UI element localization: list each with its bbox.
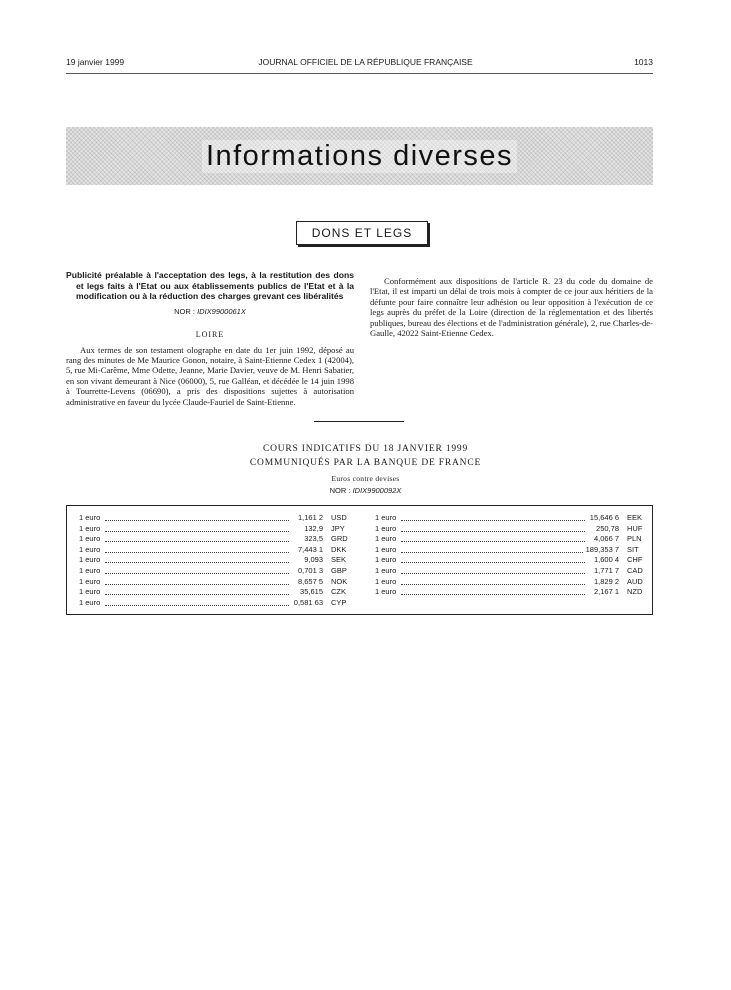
rates-column-right bbox=[375, 513, 655, 598]
dot-leader bbox=[105, 552, 289, 553]
dot-leader bbox=[401, 541, 585, 542]
rate-currency: EEK bbox=[627, 513, 643, 522]
rate-row bbox=[79, 513, 359, 524]
notice-nor bbox=[66, 307, 354, 316]
section-divider bbox=[314, 421, 404, 422]
rate-row bbox=[375, 555, 655, 566]
rates-nor bbox=[0, 486, 731, 495]
rate-currency: NOK bbox=[331, 576, 348, 586]
rate-value: 15,646 6 bbox=[589, 513, 619, 522]
notice-paragraph-2: Conformément aux dispositions de l'article R. 23 du code du domaine de l'Etat, il est imparti un délai de trois mois à compter de ce jour aux héritiers de la défunte pour faire connaître leur adhésion ou leur opposition à l'exécution de ce legs auprès du préfet de la Loire (direction de la réglementation et des libertés publiques, bureau des élections et de l'administration générale), 2, rue Charles-de-Gaulle, 42022 Saint-Etienne Cedex. bbox=[370, 276, 653, 339]
header-page-number: 1013 bbox=[634, 57, 653, 67]
rate-value: 9,093 bbox=[304, 555, 323, 565]
rate-unit: 1 euro bbox=[375, 544, 397, 554]
rate-currency: CZK bbox=[331, 587, 346, 597]
rate-row bbox=[79, 524, 359, 535]
dot-leader bbox=[105, 594, 289, 595]
banner-title: Informations diverses bbox=[202, 140, 517, 173]
rate-currency: DKK bbox=[331, 544, 347, 554]
rate-unit: 1 euro bbox=[79, 565, 101, 575]
rate-currency: AUD bbox=[627, 576, 643, 586]
rate-row bbox=[79, 566, 359, 577]
section-title-box bbox=[296, 221, 428, 245]
rates-column-left bbox=[79, 513, 359, 608]
rate-value: 2,167 1 bbox=[593, 587, 619, 597]
rate-value: 7,443 1 bbox=[297, 544, 323, 554]
rate-currency: PLN bbox=[627, 534, 642, 544]
rate-unit: 1 euro bbox=[79, 534, 101, 544]
rate-currency: CYP bbox=[331, 597, 347, 607]
rate-value: 323,5 bbox=[304, 534, 323, 544]
dot-leader bbox=[105, 541, 289, 542]
dot-leader bbox=[401, 562, 585, 563]
rate-value: 250,78 bbox=[596, 523, 619, 533]
dot-leader bbox=[105, 562, 289, 563]
notice-nor-code: IDIX9900061X bbox=[197, 306, 246, 316]
rates-heading-3: Euros contre devises bbox=[331, 474, 400, 483]
dot-leader bbox=[105, 531, 289, 532]
notice-region: LOIRE bbox=[195, 329, 225, 339]
notice-right-column bbox=[370, 270, 653, 338]
rate-unit: 1 euro bbox=[79, 513, 101, 522]
rate-value: 4,066 7 bbox=[593, 534, 619, 544]
rate-currency: GBP bbox=[331, 565, 347, 575]
dot-leader bbox=[105, 605, 289, 606]
rate-unit: 1 euro bbox=[375, 513, 397, 522]
rates-heading-1: COURS INDICATIFS DU 18 JANVIER 1999 bbox=[262, 444, 469, 454]
rate-value: 1,829 2 bbox=[593, 576, 619, 586]
rate-currency: JPY bbox=[331, 523, 345, 533]
rate-row bbox=[79, 587, 359, 598]
rate-currency: NZD bbox=[627, 587, 643, 597]
section-banner bbox=[66, 127, 653, 185]
rate-unit: 1 euro bbox=[79, 587, 101, 597]
rate-row bbox=[79, 555, 359, 566]
rate-row bbox=[79, 545, 359, 556]
rate-unit: 1 euro bbox=[79, 555, 101, 565]
rate-currency: USD bbox=[331, 513, 347, 522]
rate-currency: SIT bbox=[627, 544, 639, 554]
rate-unit: 1 euro bbox=[79, 523, 101, 533]
rate-row bbox=[79, 598, 359, 609]
notice-nor-label: NOR : bbox=[174, 306, 195, 316]
exchange-rates-table bbox=[66, 505, 653, 615]
rate-unit: 1 euro bbox=[375, 565, 397, 575]
rate-currency: SEK bbox=[331, 555, 347, 565]
rate-value: 1,771 7 bbox=[593, 565, 619, 575]
rate-row bbox=[79, 534, 359, 545]
rate-value: 0,701 3 bbox=[297, 565, 323, 575]
rate-currency: GRD bbox=[331, 534, 348, 544]
rate-unit: 1 euro bbox=[375, 555, 397, 565]
dot-leader bbox=[401, 531, 585, 532]
dot-leader bbox=[401, 594, 585, 595]
rate-row bbox=[375, 524, 655, 535]
dot-leader bbox=[401, 520, 585, 521]
header-date: 19 janvier 1999 bbox=[66, 57, 125, 67]
rates-nor-label: NOR : bbox=[329, 486, 351, 495]
rate-row bbox=[375, 534, 655, 545]
header-rule bbox=[66, 73, 653, 74]
rate-currency: CHF bbox=[627, 555, 643, 565]
dot-leader bbox=[401, 552, 585, 553]
rate-unit: 1 euro bbox=[375, 523, 397, 533]
notice-left-column bbox=[66, 270, 354, 407]
section-title: DONS ET LEGS bbox=[311, 226, 413, 240]
dot-leader bbox=[401, 573, 585, 574]
rate-value: 1,161 2 bbox=[297, 513, 323, 522]
rate-row bbox=[375, 545, 655, 556]
dot-leader bbox=[105, 573, 289, 574]
dot-leader bbox=[105, 520, 289, 521]
rate-currency: HUF bbox=[627, 523, 643, 533]
rate-value: 132,9 bbox=[304, 523, 323, 533]
rate-value: 1,600 4 bbox=[593, 555, 619, 565]
rate-unit: 1 euro bbox=[79, 597, 101, 607]
rate-unit: 1 euro bbox=[79, 576, 101, 586]
rate-unit: 1 euro bbox=[375, 534, 397, 544]
rate-unit: 1 euro bbox=[375, 587, 397, 597]
rate-value: 35,615 bbox=[300, 587, 323, 597]
notice-title: Publicité préalable à l'acceptation des legs, à la restitution des dons et legs faits à l'Etat ou aux établissements publics de l'Etat et à la modification ou à la réduction des charges grevant ces libéralités bbox=[66, 270, 354, 301]
rate-row bbox=[79, 577, 359, 588]
rate-row bbox=[375, 566, 655, 577]
rates-heading-2: COMMUNIQUÉS PAR LA BANQUE DE FRANCE bbox=[249, 458, 482, 468]
rate-currency: CAD bbox=[627, 565, 643, 575]
rates-nor-code: IDIX9900092X bbox=[352, 486, 402, 495]
rate-value: 8,657 5 bbox=[297, 576, 323, 586]
rate-value: 0,581 63 bbox=[293, 597, 323, 607]
notice-paragraph-1: Aux termes de son testament olographe en date du 1er juin 1992, déposé au rang des minutes de Me Maurice Gonon, notaire, à Saint-Etienne Cedex 1 (42004), 5, rue Mi-Carême, Mme Odette, Jeanne, Marie Davier, veuve de M. Henri Sabatier, en son vivant demeurant à Nice (06000), 5, rue Galléan, et décédée le 14 juin 1998 à Tourrette-Levens (06690), a pris des dispositions sujettes à autorisation administrative en faveur du lycée Claude-Fauriel de Saint-Etienne. bbox=[66, 344, 354, 407]
rate-row bbox=[375, 513, 655, 524]
rate-value: 189,353 7 bbox=[585, 544, 619, 554]
header-journal-title: JOURNAL OFFICIEL DE LA RÉPUBLIQUE FRANÇAISE bbox=[258, 57, 473, 67]
rate-row bbox=[375, 587, 655, 598]
rate-unit: 1 euro bbox=[79, 544, 101, 554]
rate-row bbox=[375, 577, 655, 588]
dot-leader bbox=[105, 584, 289, 585]
dot-leader bbox=[401, 584, 585, 585]
rate-unit: 1 euro bbox=[375, 576, 397, 586]
